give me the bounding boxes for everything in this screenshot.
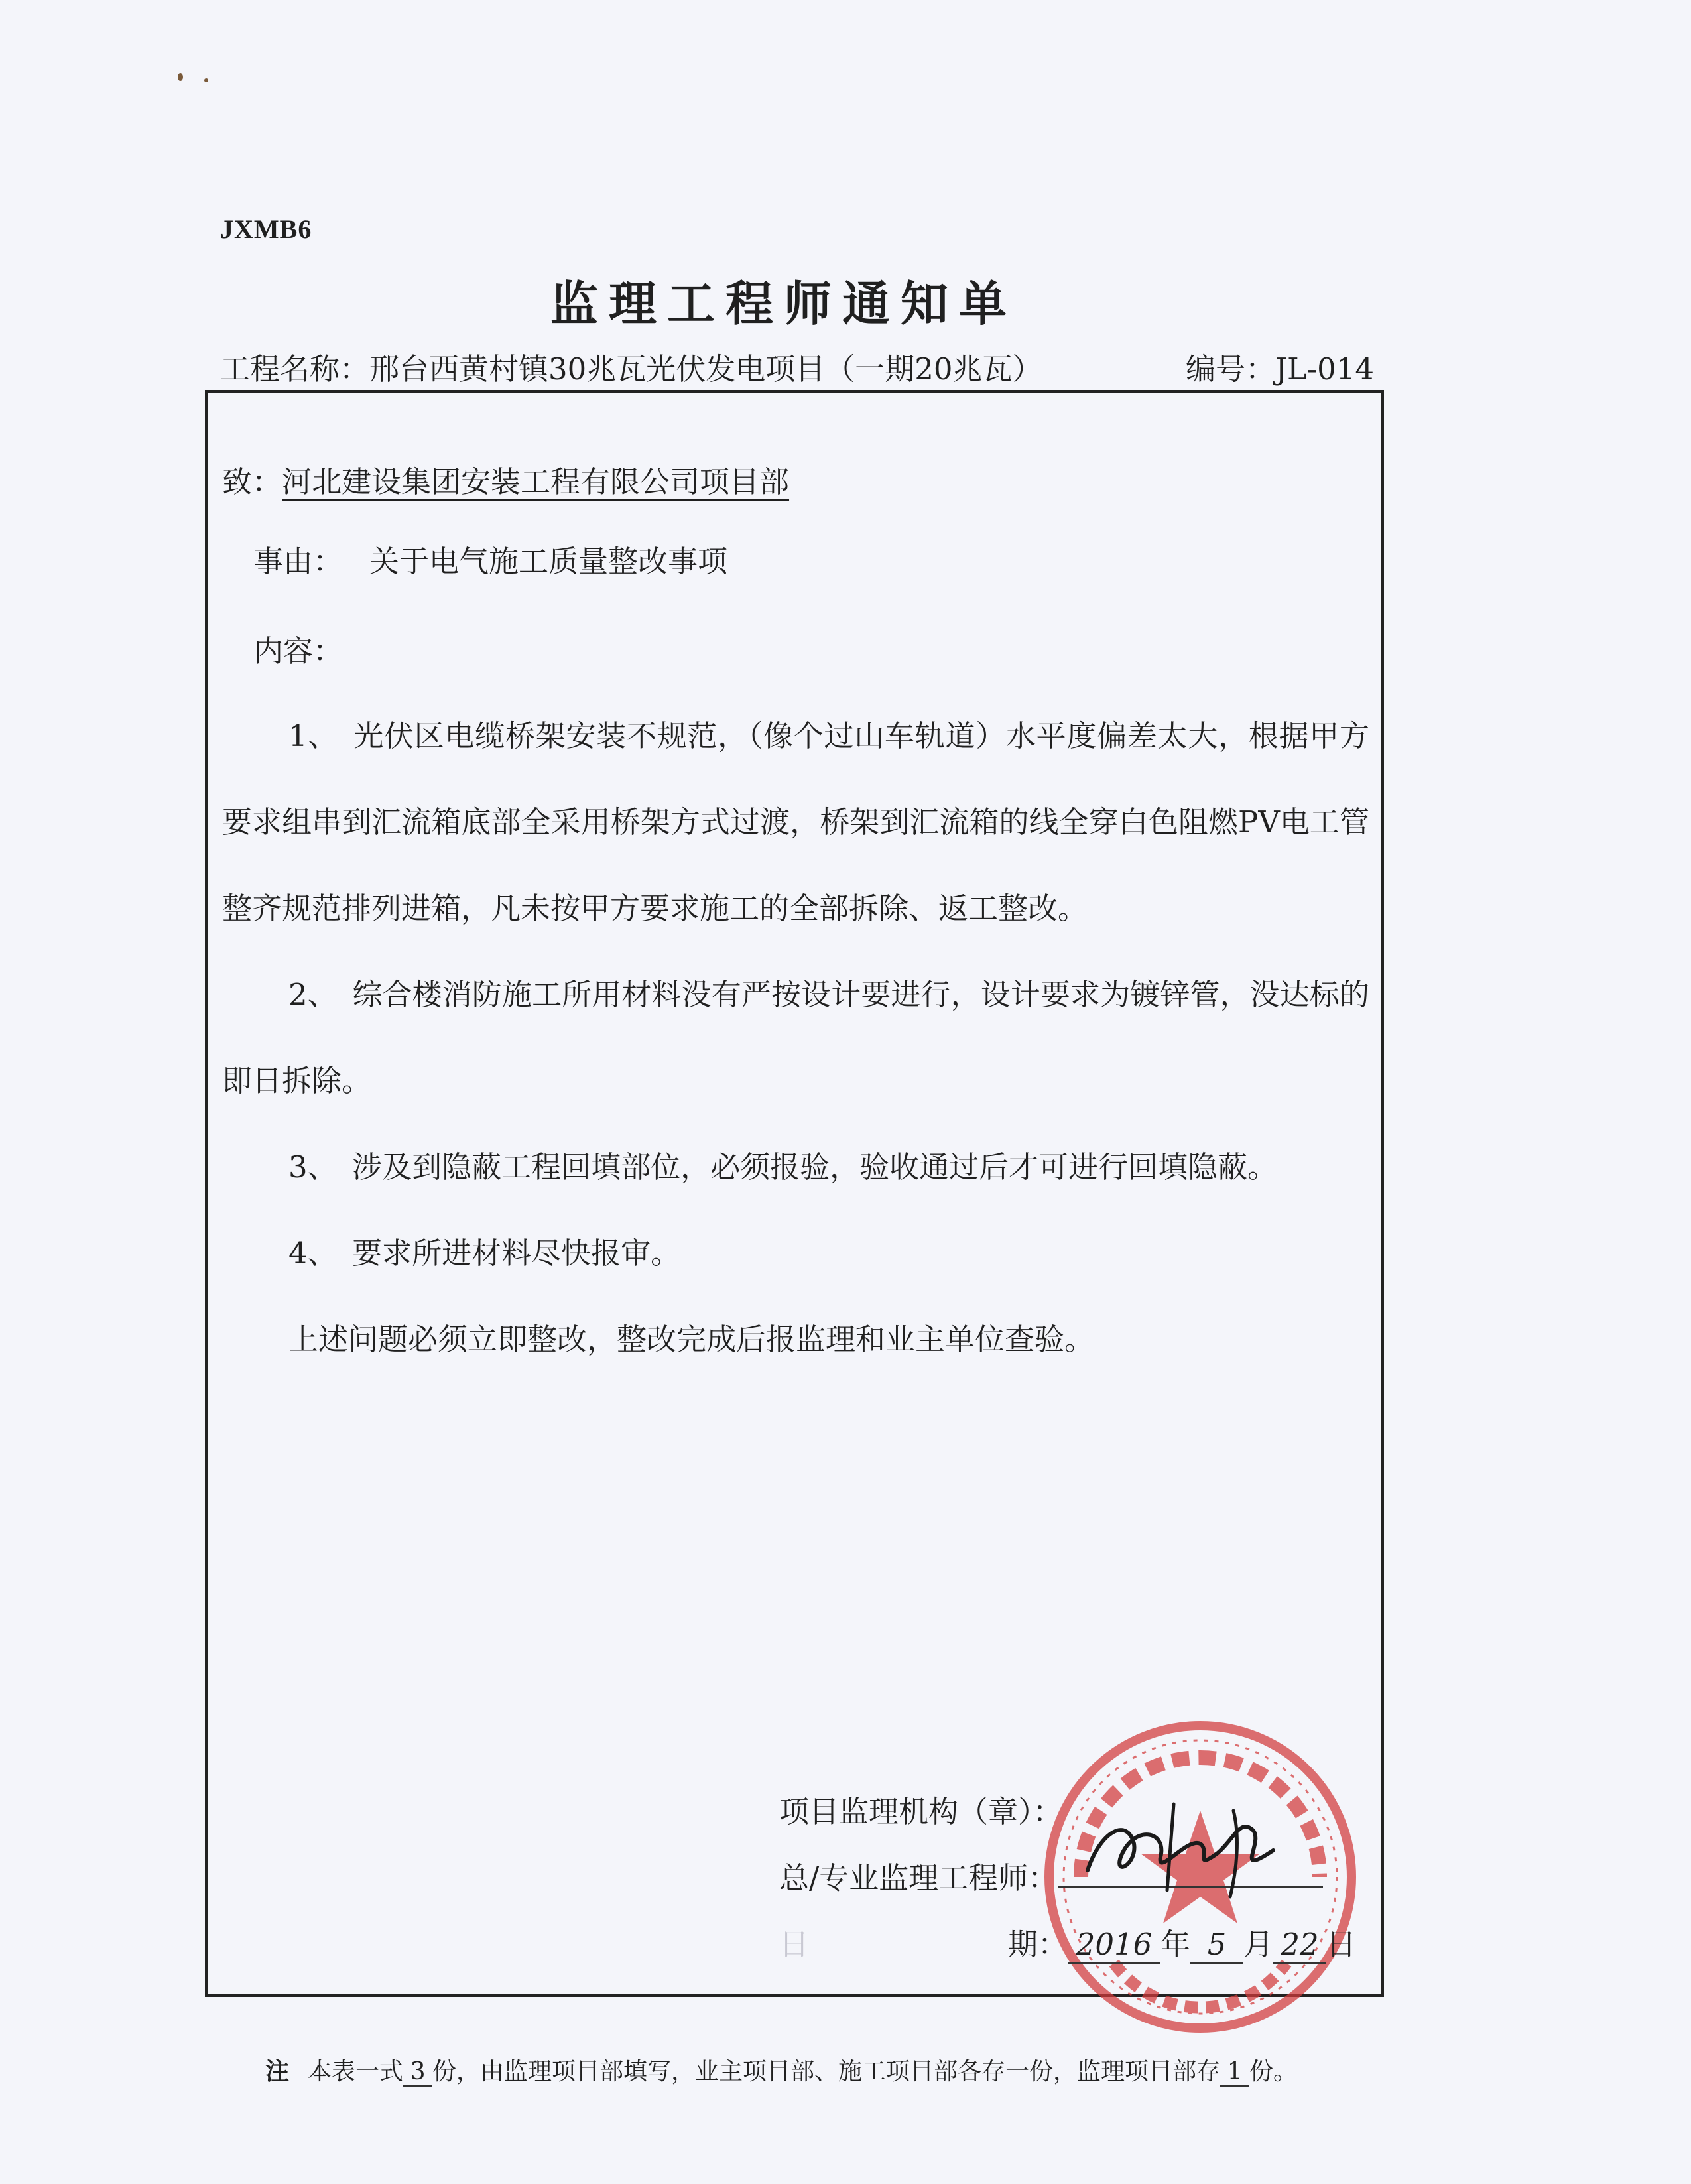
date-label: 期： xyxy=(1008,1927,1068,1962)
reason-label: 事由： xyxy=(253,544,344,579)
footer-note: 注 本表一式 3 份，由监理项目部填写，业主项目部、施工项目部各存一份，监理项目部存 1 份。 xyxy=(265,2057,1298,2085)
day-unit: 日 xyxy=(1326,1927,1357,1962)
project-label: 工程名称： xyxy=(220,352,370,387)
handwritten-signature xyxy=(1074,1791,1286,1910)
supervision-org-label: 项目监理机构（章）： xyxy=(779,1794,1063,1829)
date-month: 5 xyxy=(1190,1927,1243,1964)
note-key: 注 xyxy=(265,2057,290,2085)
recipient-label: 致： xyxy=(222,464,282,499)
content-conclusion: 上述问题必须立即整改，整改完成后报监理和业主单位查验。 xyxy=(288,1322,1095,1357)
serial-label: 编号： xyxy=(1185,352,1275,387)
serial-number xyxy=(1186,345,1374,388)
date-year: 2016 xyxy=(1068,1927,1160,1964)
reason-text: 关于电气施工质量整改事项 xyxy=(369,544,728,579)
serial-value: JL-014 xyxy=(1275,352,1374,387)
page-title: 监理工程师通知单 xyxy=(550,275,1018,332)
recipient-line xyxy=(222,458,789,501)
content-label: 内容： xyxy=(253,633,344,669)
month-unit: 月 xyxy=(1243,1927,1274,1962)
content-paragraph: 2、 综合楼消防施工所用材料没有严按设计要进行，设计要求为镀锌管，没达标的即日拆除。 xyxy=(222,977,1369,1098)
engineer-label: 总/专业监理工程师： xyxy=(779,1860,1058,1895)
paper-speck xyxy=(178,73,183,81)
content-paragraph: 4、 要求所进材料尽快报审。 xyxy=(288,1236,681,1271)
content-paragraph: 1、 光伏区电缆桥架安装不规范，（像个过山车轨道）水平度偏差太大，根据甲方要求组串到汇流箱底部全采用桥架方式过渡，桥架到汇流箱的线全穿白色阻燃PV电工管整齐规范排列进箱，凡未按甲方要求施工的全部拆除、返工整改。 xyxy=(222,718,1369,926)
form-code: JXMB6 xyxy=(220,214,312,244)
date-day: 22 xyxy=(1273,1927,1326,1964)
reason-line xyxy=(253,537,727,580)
recipient-name: 河北建设集团安装工程有限公司项目部 xyxy=(282,464,790,499)
signoff-date-line xyxy=(779,1920,1356,1964)
paper-speck xyxy=(204,78,208,82)
copies-total: 3 xyxy=(403,2058,432,2087)
copies-kept: 1 xyxy=(1220,2058,1249,2087)
year-unit: 年 xyxy=(1160,1927,1191,1962)
project-name: 邢台西黄村镇30兆瓦光伏发电项目（一期20兆瓦） xyxy=(369,352,1042,387)
project-line xyxy=(220,345,1374,388)
date-label-faint: 日 xyxy=(779,1927,810,1962)
content-paragraph: 3、 涉及到隐蔽工程回填部位，必须报验，验收通过后才可进行回填隐蔽。 xyxy=(288,1149,1278,1185)
